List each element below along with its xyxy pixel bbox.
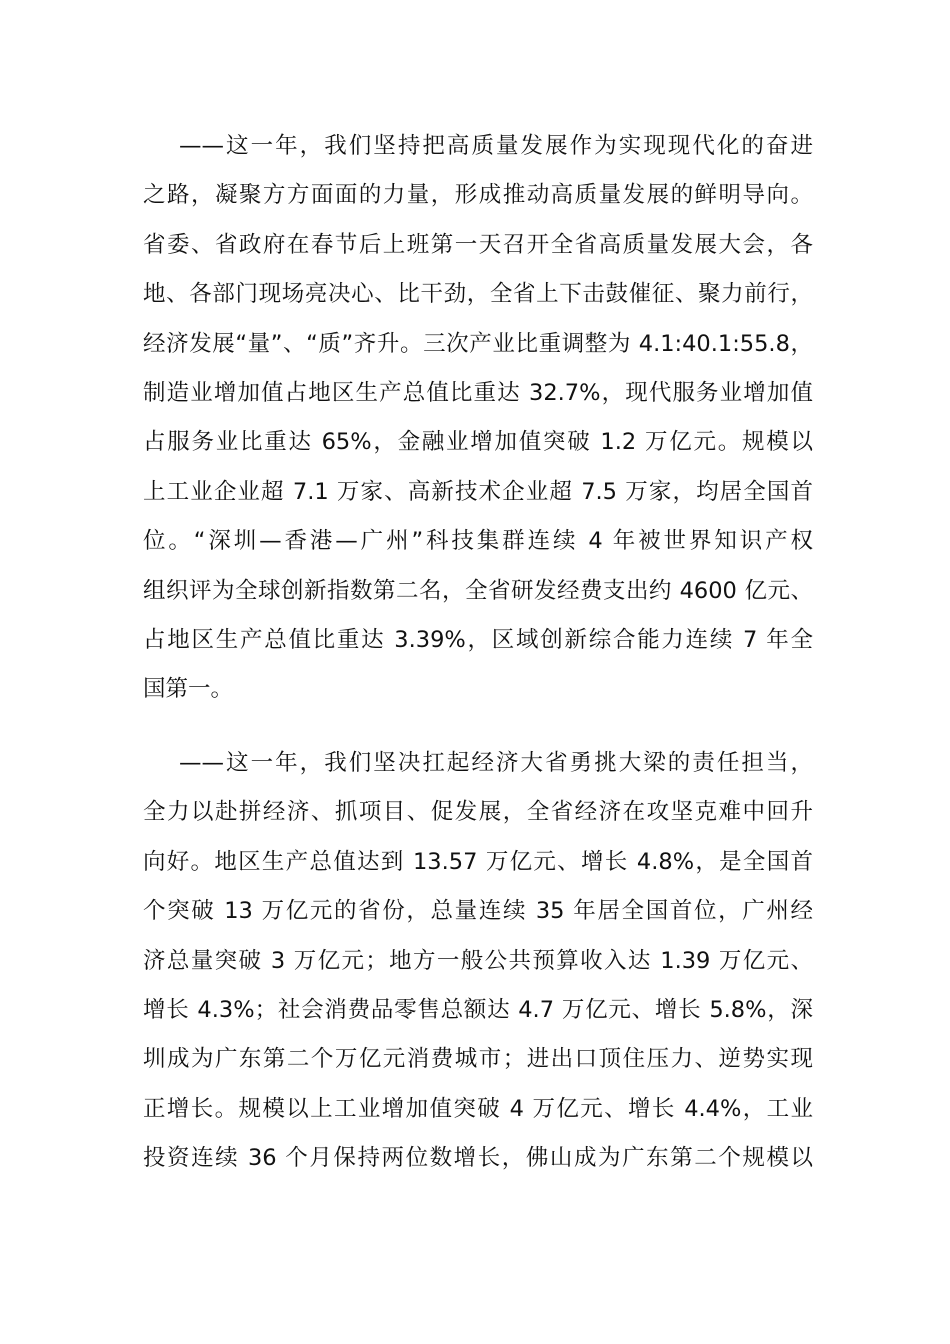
paragraph-line: 占地区生产总值比重达 3.39%，区域创新综合能力连续 7 年全 [143,626,813,653]
paragraph-line: 位。“深圳—香港—广州”科技集群连续 4 年被世界知识产权 [143,528,813,555]
paragraph-line: 上工业企业超 7.1 万家、高新技术企业超 7.5 万家，均居全国首 [143,478,813,505]
paragraph-line: 之路，凝聚方方面面的力量，形成推动高质量发展的鲜明导向。 [143,182,813,209]
paragraph-line: 制造业增加值占地区生产总值比重达 32.7%，现代服务业增加值 [143,379,813,406]
paragraph-line: 向好。地区生产总值达到 13.57 万亿元、增长 4.8%，是全国首 [143,848,813,875]
paragraph-line: ——这一年，我们坚决扛起经济大省勇挑大梁的责任担当， [179,750,813,776]
paragraph-line: 省委、省政府在春节后上班第一天召开全省高质量发展大会，各 [143,231,813,258]
paragraph-line: 正增长。规模以上工业增加值突破 4 万亿元、增长 4.4%，工业 [143,1095,813,1122]
paragraph-line: 经济发展“量”、“质”齐升。三次产业比重调整为 4.1:40.1:55.8， [143,330,813,357]
paragraph-line: 增长 4.3%；社会消费品零售总额达 4.7 万亿元、增长 5.8%，深 [143,996,813,1023]
paragraph-line: 圳成为广东第二个万亿元消费城市；进出口顶住压力、逆势实现 [143,1046,813,1073]
paragraph-high-quality-development [143,122,813,715]
paragraph-line: ——这一年，我们坚持把高质量发展作为实现现代化的奋进 [179,133,813,159]
paragraph-economic-responsibility [143,739,813,1184]
paragraph-line: 组织评为全球创新指数第二名，全省研发经费支出约 4600 亿元、 [143,577,813,604]
paragraph-line: 全力以赴拼经济、抓项目、促发展，全省经济在攻坚克难中回升 [143,799,813,826]
paragraph-line: 投资连续 36 个月保持两位数增长，佛山成为广东第二个规模以 [143,1145,813,1172]
paragraph-line: 占服务业比重达 65%，金融业增加值突破 1.2 万亿元。规模以 [143,429,813,456]
paragraph-line: 济总量突破 3 万亿元；地方一般公共预算收入达 1.39 万亿元、 [143,947,813,974]
paragraph-line: 地、各部门现场亮决心、比干劲，全省上下击鼓催征、聚力前行， [143,281,813,308]
paragraph-line: 个突破 13 万亿元的省份，总量连续 35 年居全国首位，广州经 [143,898,813,925]
paragraph-line: 国第一。 [143,676,234,703]
